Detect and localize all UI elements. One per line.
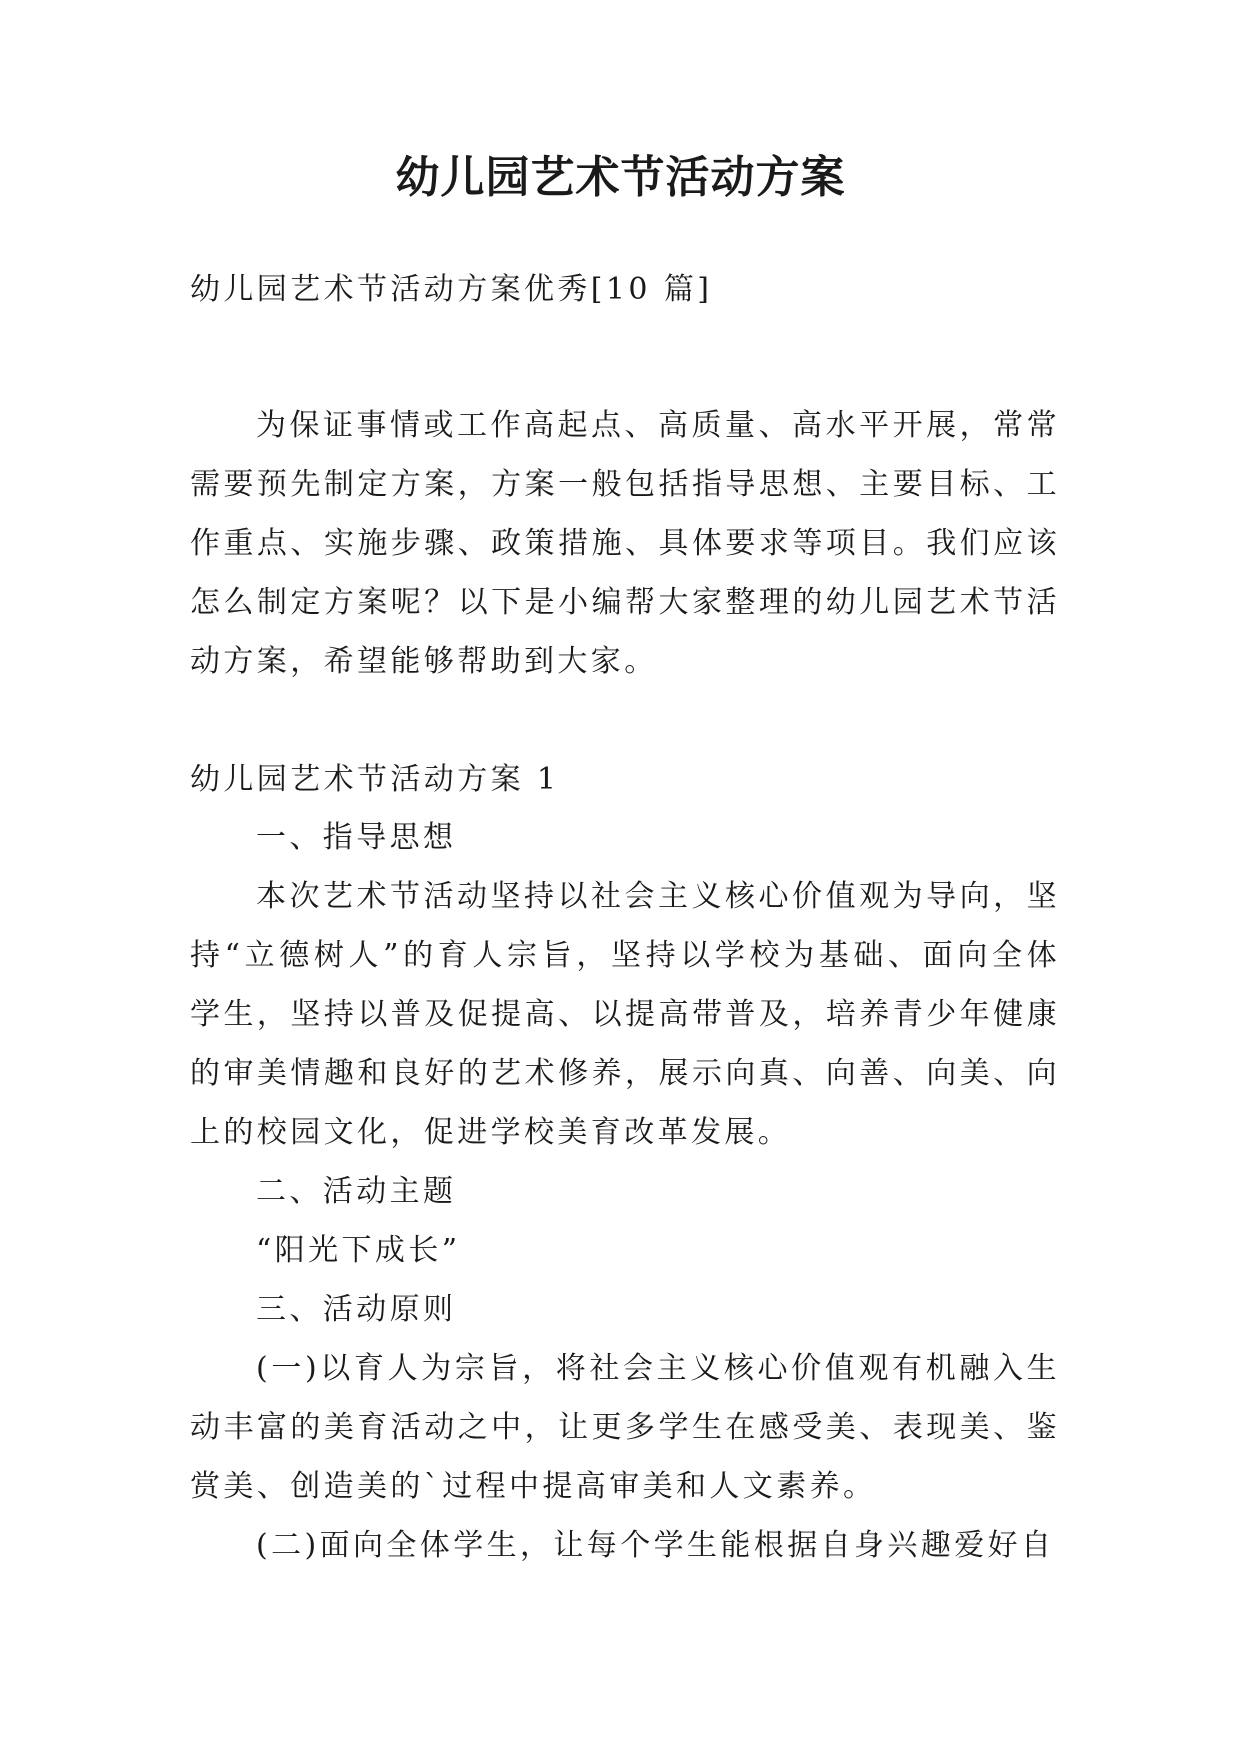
intro-paragraph: 为保证事情或工作高起点、高质量、高水平开展，常常需要预先制定方案，方案一般包括指导思想、主要目标、工作重点、实施步骤、政策措施、具体要求等项目。我们应该怎么制定方案呢？以下是小编帮大家整理的幼儿园艺术节活动方案，希望能够帮助到大家。	[190, 408, 1060, 679]
heading-guiding-ideology: 一、指导思想	[256, 820, 457, 855]
document-subtitle: 幼儿园艺术节活动方案优秀[10 篇]	[190, 272, 713, 307]
section-body	[190, 808, 1060, 1575]
section-heading: 幼儿园艺术节活动方案 1	[190, 762, 560, 797]
activity-theme-text: “阳光下成长”	[256, 1233, 461, 1268]
document-title: 幼儿园艺术节活动方案	[395, 152, 846, 203]
heading-activity-theme: 二、活动主题	[256, 1174, 457, 1209]
principle-item-1: (一)以育人为宗旨，将社会主义核心价值观有机融入生动丰富的美育活动之中，让更多学生在感受美、表现美、鉴赏美、创造美的`过程中提高审美和人文素养。	[190, 1351, 1060, 1504]
paragraph-guiding-ideology: 本次艺术节活动坚持以社会主义核心价值观为导向，坚持“立德树人”的育人宗旨，坚持以学校为基础、面向全体学生，坚持以普及促提高、以提高带普及，培养青少年健康的审美情趣和良好的艺术修养，展示向真、向善、向美、向上的校园文化，促进学校美育改革发展。	[190, 879, 1060, 1150]
principle-item-2: (二)面向全体学生，让每个学生能根据自身兴趣爱好自	[256, 1528, 1055, 1563]
heading-activity-principles: 三、活动原则	[256, 1292, 457, 1327]
